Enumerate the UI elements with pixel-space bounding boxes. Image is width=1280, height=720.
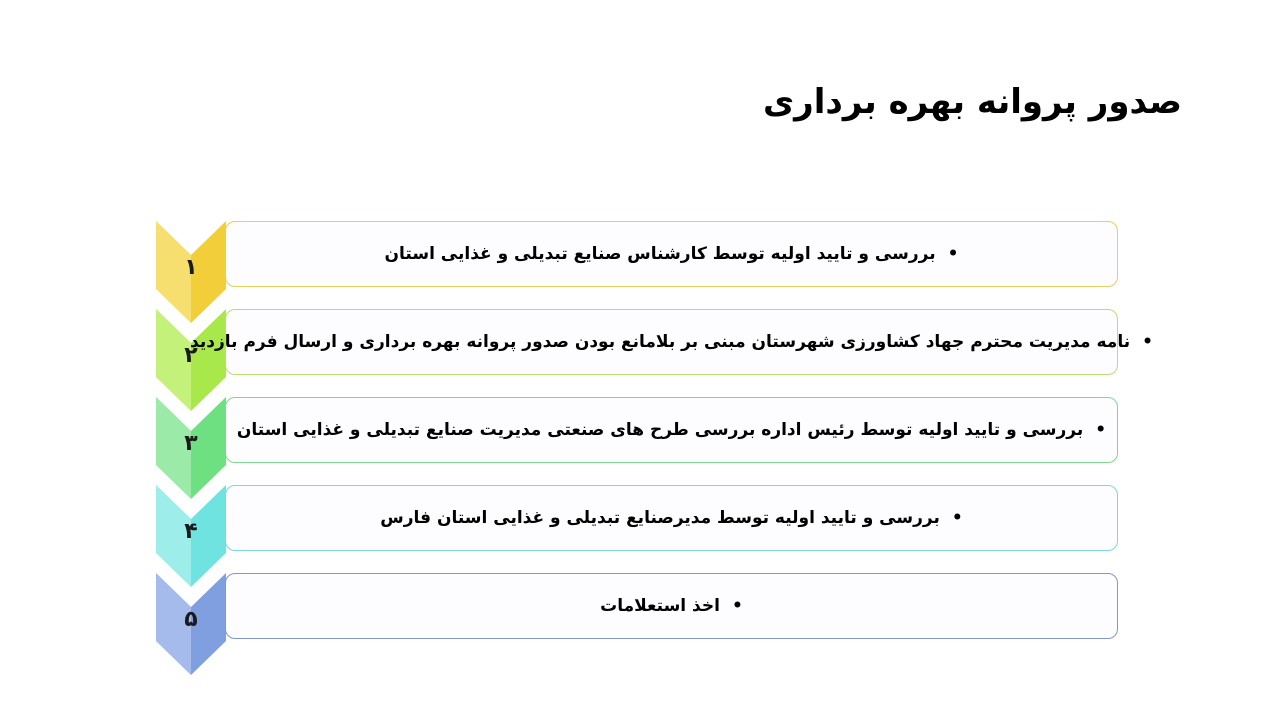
step-box-3 <box>225 397 1118 463</box>
process-step-1 <box>156 221 1120 289</box>
step-box-2 <box>190 309 1131 375</box>
step-number-3: ۳ <box>184 431 198 456</box>
step-box-4 <box>225 485 1118 551</box>
step-text-2: • نامه مدیریت محترم جهاد کشاورزی شهرستان مبنی بر بلامانع بودن صدور پروانه بهره برداری و ارسال فرم بازدید <box>190 332 1153 352</box>
process-step-5 <box>156 573 1120 641</box>
step-number-2: ۲ <box>184 343 198 368</box>
step-box-5 <box>225 573 1118 639</box>
step-text-5: • اخذ استعلامات <box>600 596 743 616</box>
process-step-3 <box>156 397 1120 465</box>
step-number-1: ۱ <box>184 255 198 280</box>
step-text-3: • بررسی و تایید اولیه توسط رئیس اداره بررسی طرح های صنعتی مدیریت صنایع تبدیلی و غذایی استان <box>237 420 1106 440</box>
step-text-1: • بررسی و تایید اولیه توسط کارشناس صنایع تبدیلی و غذایی استان <box>385 244 959 264</box>
page-title: صدور پروانه بهره برداری <box>763 82 1182 122</box>
step-text-4: • بررسی و تایید اولیه توسط مدیرصنایع تبدیلی و غذایی استان فارس <box>380 508 962 528</box>
process-step-4 <box>156 485 1120 553</box>
process-step-2 <box>156 309 1131 377</box>
step-box-1 <box>225 221 1118 287</box>
step-number-4: ۴ <box>184 519 198 544</box>
step-number-5: ۵ <box>184 607 198 632</box>
